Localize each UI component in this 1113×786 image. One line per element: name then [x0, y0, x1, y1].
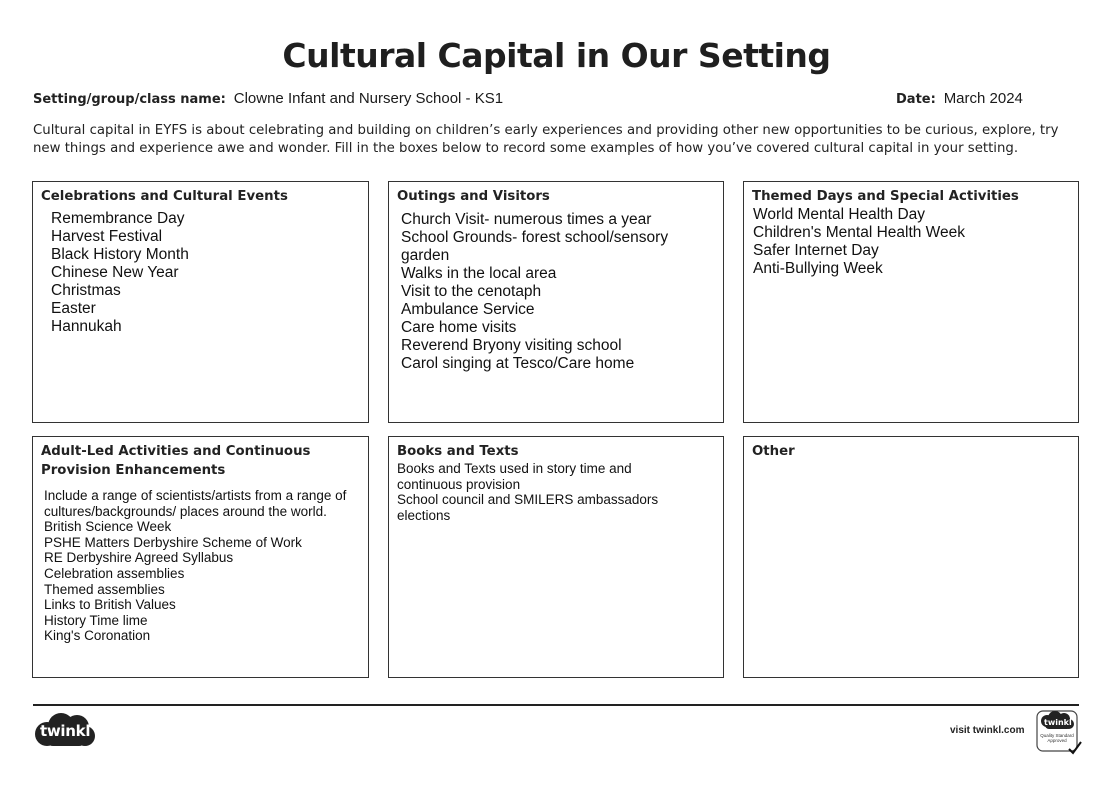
intro-text: Cultural capital in EYFS is about celebrating and building on children’s early experiences and providing other new opportunities to be curious, explore, try new things and experience awe and wonder. Fill in the boxes below to record some examples of how you’ve covered cultural capital in your setting. [33, 123, 1059, 156]
list-item: Carol singing at Tesco/Care home [401, 355, 635, 372]
box-outings[interactable] [388, 181, 724, 423]
badge-text: twinkl [1044, 718, 1072, 727]
twinkl-logo [33, 712, 97, 757]
list-item: World Mental Health Day [753, 206, 926, 223]
list-item: History Time lime [44, 612, 148, 628]
list-item: School Grounds- forest school/sensory garden [401, 229, 669, 264]
list-item: Themed assemblies [44, 581, 165, 597]
outings-list [401, 211, 701, 373]
list-item: PSHE Matters Derbyshire Scheme of Work [44, 534, 302, 550]
box-other[interactable] [743, 436, 1079, 678]
list-item: Reverend Bryony visiting school [401, 337, 622, 354]
list-item: British Science Week [44, 519, 172, 535]
setting-value[interactable]: Clowne Infant and Nursery School - KS1 [233, 90, 504, 107]
books-list [397, 461, 687, 523]
box-title: Celebrations and Cultural Events [41, 189, 288, 204]
date-label: Date: [896, 92, 936, 107]
box-themed[interactable] [743, 181, 1079, 423]
setting-row [33, 90, 503, 107]
list-item: RE Derbyshire Agreed Syllabus [44, 550, 234, 566]
list-item: Care home visits [401, 319, 517, 336]
list-item: Anti-Bullying Week [753, 260, 883, 277]
list-item: Visit to the cenotaph [401, 283, 542, 300]
list-item: King's Coronation [44, 628, 151, 644]
list-item: Children's Mental Health Week [753, 224, 966, 241]
date-row [896, 90, 1023, 107]
date-value[interactable]: March 2024 [943, 90, 1023, 107]
list-item: Links to British Values [44, 597, 176, 613]
page-title: Cultural Capital in Our Setting [282, 36, 831, 75]
list-item: Harvest Festival [51, 228, 163, 245]
list-item: Hannukah [51, 318, 122, 335]
quality-badge-icon [1035, 709, 1083, 755]
list-item: School council and SMILERS ambassadors elections [397, 492, 659, 523]
adult-led-list [44, 488, 354, 644]
list-item: Celebration assemblies [44, 565, 185, 581]
box-celebrations[interactable] [32, 181, 369, 423]
list-item: Ambulance Service [401, 301, 535, 318]
box-title: Adult-Led Activities and Continuous Provision Enhancements [41, 444, 311, 478]
box-title: Books and Texts [397, 444, 519, 459]
list-item: Black History Month [51, 246, 189, 263]
celebrations-list [51, 210, 368, 336]
box-title: Themed Days and Special Activities [752, 189, 1019, 204]
list-item: Safer Internet Day [753, 242, 879, 259]
list-item: Christmas [51, 282, 121, 299]
list-item: Walks in the local area [401, 265, 557, 282]
box-books[interactable] [388, 436, 724, 678]
list-item: Include a range of scientists/artists from a range of cultures/backgrounds/ places around the world. [44, 488, 347, 519]
visit-link[interactable]: visit twinkl.com [950, 725, 1025, 736]
list-item: Easter [51, 300, 96, 317]
list-item: Church Visit- numerous times a year [401, 211, 652, 228]
setting-label: Setting/group/class name: [33, 92, 226, 107]
logo-text: twinkl [40, 722, 91, 740]
list-item: Remembrance Day [51, 210, 185, 227]
list-item: Books and Texts used in story time and continuous provision [397, 461, 632, 492]
badge-subtext: Quality Standard Approved [1040, 733, 1074, 743]
box-title: Outings and Visitors [397, 189, 550, 204]
box-adult-led[interactable] [32, 436, 369, 678]
list-item: Chinese New Year [51, 264, 179, 281]
themed-list [753, 206, 1078, 278]
quality-badge [1035, 709, 1083, 760]
footer-divider [33, 704, 1079, 706]
box-title: Other [752, 444, 795, 459]
